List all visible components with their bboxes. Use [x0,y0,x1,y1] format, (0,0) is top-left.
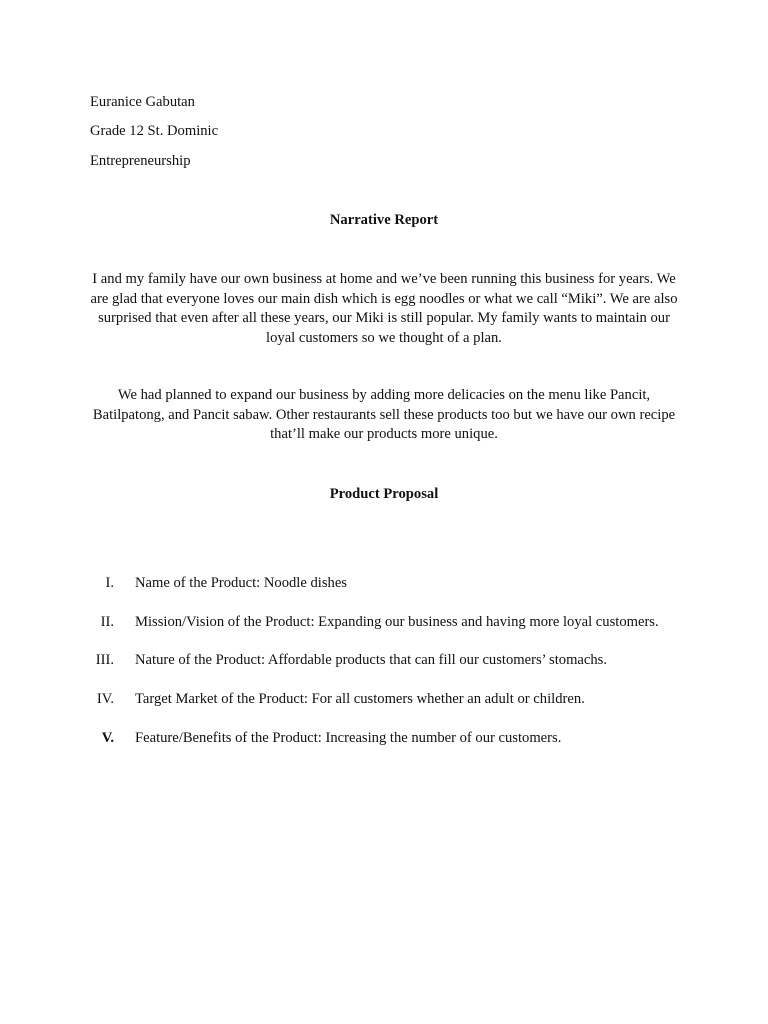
proposal-item-name [88,573,728,593]
list-numeral: IV. [96,691,114,707]
list-item-text: Name of the Product: Noodle dishes [135,575,347,591]
proposal-item-mission [88,612,728,632]
list-numeral: I. [105,575,114,591]
author-name: Euranice Gabutan [90,94,195,110]
subject-name: Entrepreneurship [90,153,191,169]
grade-section: Grade 12 St. Dominic [90,123,219,139]
narrative-report-heading: Narrative Report [329,212,439,228]
list-numeral: V. [101,730,114,746]
list-item-text: Feature/Benefits of the Product: Increasing the number of our customers. [135,730,562,746]
proposal-item-nature [88,650,728,670]
list-item-text: Target Market of the Product: For all customers whether an adult or children. [135,691,585,707]
list-item-text: Mission/Vision of the Product: Expanding our business and having more loyal customers. [135,614,659,630]
list-item-text: Nature of the Product: Affordable products that can fill our customers’ stomachs. [135,652,608,668]
list-numeral: III. [95,652,114,668]
proposal-item-benefits [88,728,728,748]
list-numeral: II. [100,614,114,630]
product-proposal-heading: Product Proposal [329,486,439,502]
proposal-item-target-market [88,689,728,709]
narrative-paragraph-2: We had planned to expand our business by adding more delicacies on the menu like Pancit, Batilpatong, and Pancit sabaw. Other restaurants sell these products too but we have our own recipe that’ll make our products more unique. [92,387,676,443]
narrative-paragraph-1: I and my family have our own business at home and we’ve been running this business for years. We are glad that everyone loves our main dish which is egg noodles or what we call “Miki”. We are also surprised that even after all these years, our Miki is still popular. My family wants to maintain our loyal customers so we thought of a plan. [90,271,678,346]
